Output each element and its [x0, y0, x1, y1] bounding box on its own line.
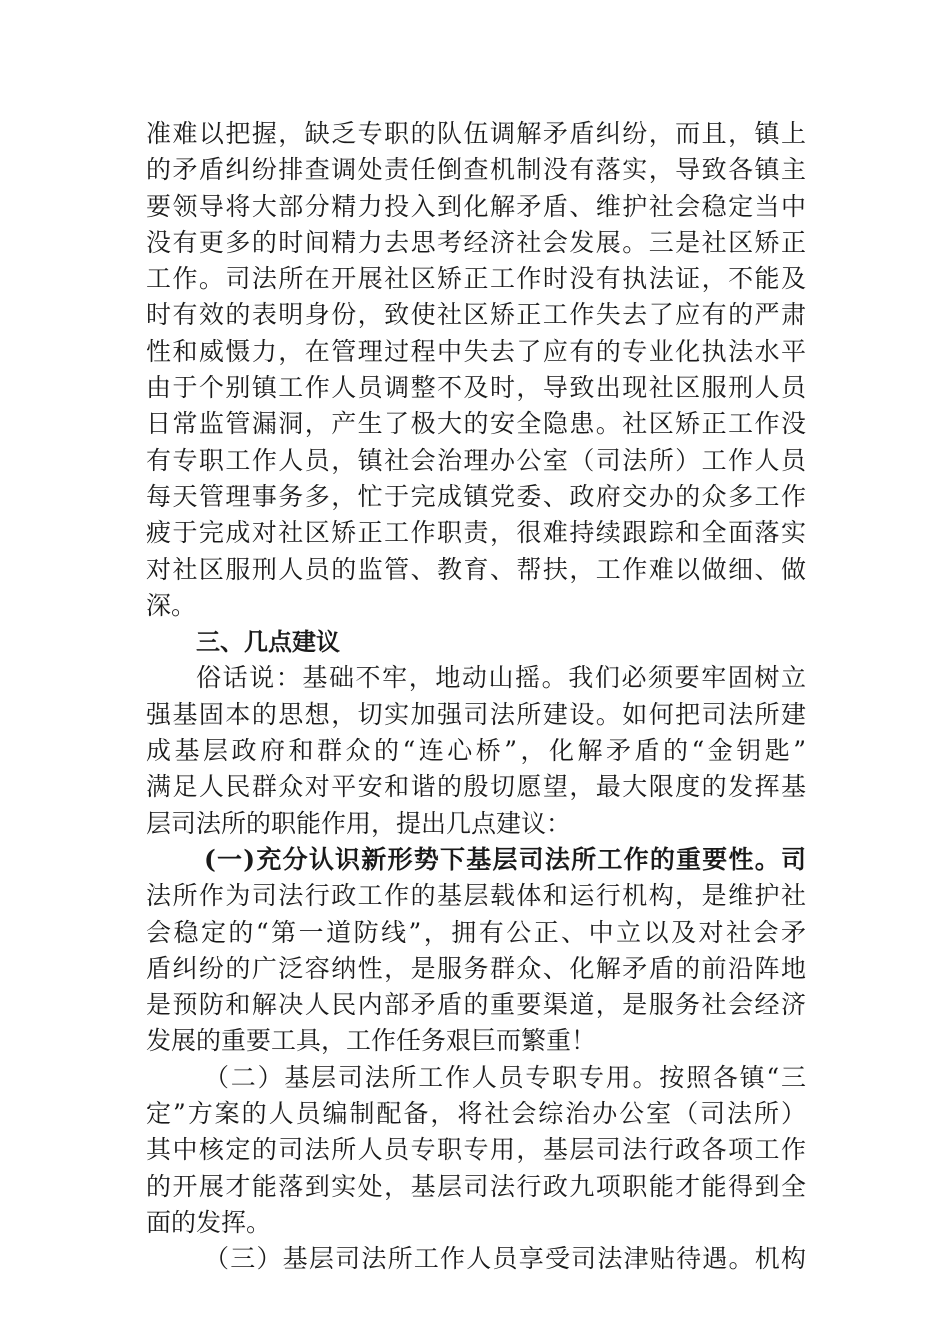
- text-line: 对社区服刑人员的监管、教育、帮扶，工作难以做细、做: [146, 554, 806, 584]
- text-line: 由于个别镇工作人员调整不及时，导致出现社区服刑人员: [146, 373, 806, 403]
- text-line: 法所作为司法行政工作的基层载体和运行机构，是维护社: [146, 881, 806, 911]
- text-line: 每天管理事务多，忙于完成镇党委、政府交办的众多工作: [146, 481, 806, 511]
- text-line: 有专职工作人员，镇社会治理办公室（司法所）工作人员: [146, 445, 806, 475]
- subheading-line: （二）基层司法所工作人员专职专用。按照各镇“三: [204, 1062, 806, 1092]
- text-line: 强基固本的思想，切实加强司法所建设。如何把司法所建: [146, 699, 806, 729]
- text-line: 疲于完成对社区矫正工作职责，很难持续跟踪和全面落实: [146, 518, 806, 548]
- text-line: 的开展才能落到实处，基层司法行政九项职能才能得到全: [146, 1171, 806, 1201]
- text-line: 盾纠纷的广泛容纳性，是服务群众、化解矛盾的前沿阵地: [146, 953, 806, 983]
- text-line: 性和威慑力，在管理过程中失去了应有的专业化执法水平: [146, 336, 806, 366]
- text-line: 发展的重要工具，工作任务艰巨而繁重！: [146, 1026, 597, 1056]
- text-line: 要领导将大部分精力投入到化解矛盾、维护社会稳定当中: [146, 191, 806, 221]
- text-line: 是预防和解决人民内部矛盾的重要渠道，是服务社会经济: [146, 990, 806, 1020]
- text-line: 准难以把握，缺乏专职的队伍调解矛盾纠纷，而且，镇上: [146, 119, 806, 148]
- text-line: 日常监管漏洞，产生了极大的安全隐患。社区矫正工作没: [146, 409, 806, 439]
- text-line: 会稳定的“第一道防线”，拥有公正、中立以及对社会矛: [146, 917, 806, 947]
- paragraph-first-line: 俗话说：基础不牢，地动山摇。我们必须要牢固树立: [196, 663, 806, 693]
- subheading-line: (一)充分认识新形势下基层司法所工作的重要性。司: [204, 844, 806, 874]
- text-line: 没有更多的时间精力去思考经济社会发展。三是社区矫正: [146, 227, 806, 257]
- text-line: 时有效的表明身份，致使社区矫正工作失去了应有的严肃: [146, 300, 806, 330]
- text-line: 满足人民群众对平安和谐的殷切愿望，最大限度的发挥基: [146, 772, 806, 802]
- subheading-line: （三）基层司法所工作人员享受司法津贴待遇。机构: [204, 1244, 806, 1274]
- text-line: 深。: [146, 590, 197, 620]
- text-line: 定”方案的人员编制配备，将社会综治办公室（司法所）: [146, 1099, 806, 1129]
- text-line: 成基层政府和群众的“连心桥”，化解矛盾的“金钥匙”: [146, 736, 806, 766]
- section-heading: 三、几点建议: [196, 628, 340, 657]
- text-line: 工作。司法所在开展社区矫正工作时没有执法证，不能及: [146, 264, 806, 294]
- text-line: 的矛盾纠纷排查调处责任倒查机制没有落实，导致各镇主: [146, 155, 806, 185]
- text-line: 其中核定的司法所人员专职专用，基层司法行政各项工作: [146, 1135, 806, 1165]
- text-line: 面的发挥。: [146, 1207, 272, 1237]
- text-line: 层司法所的职能作用，提出几点建议：: [146, 808, 572, 838]
- document-body: [146, 116, 806, 1278]
